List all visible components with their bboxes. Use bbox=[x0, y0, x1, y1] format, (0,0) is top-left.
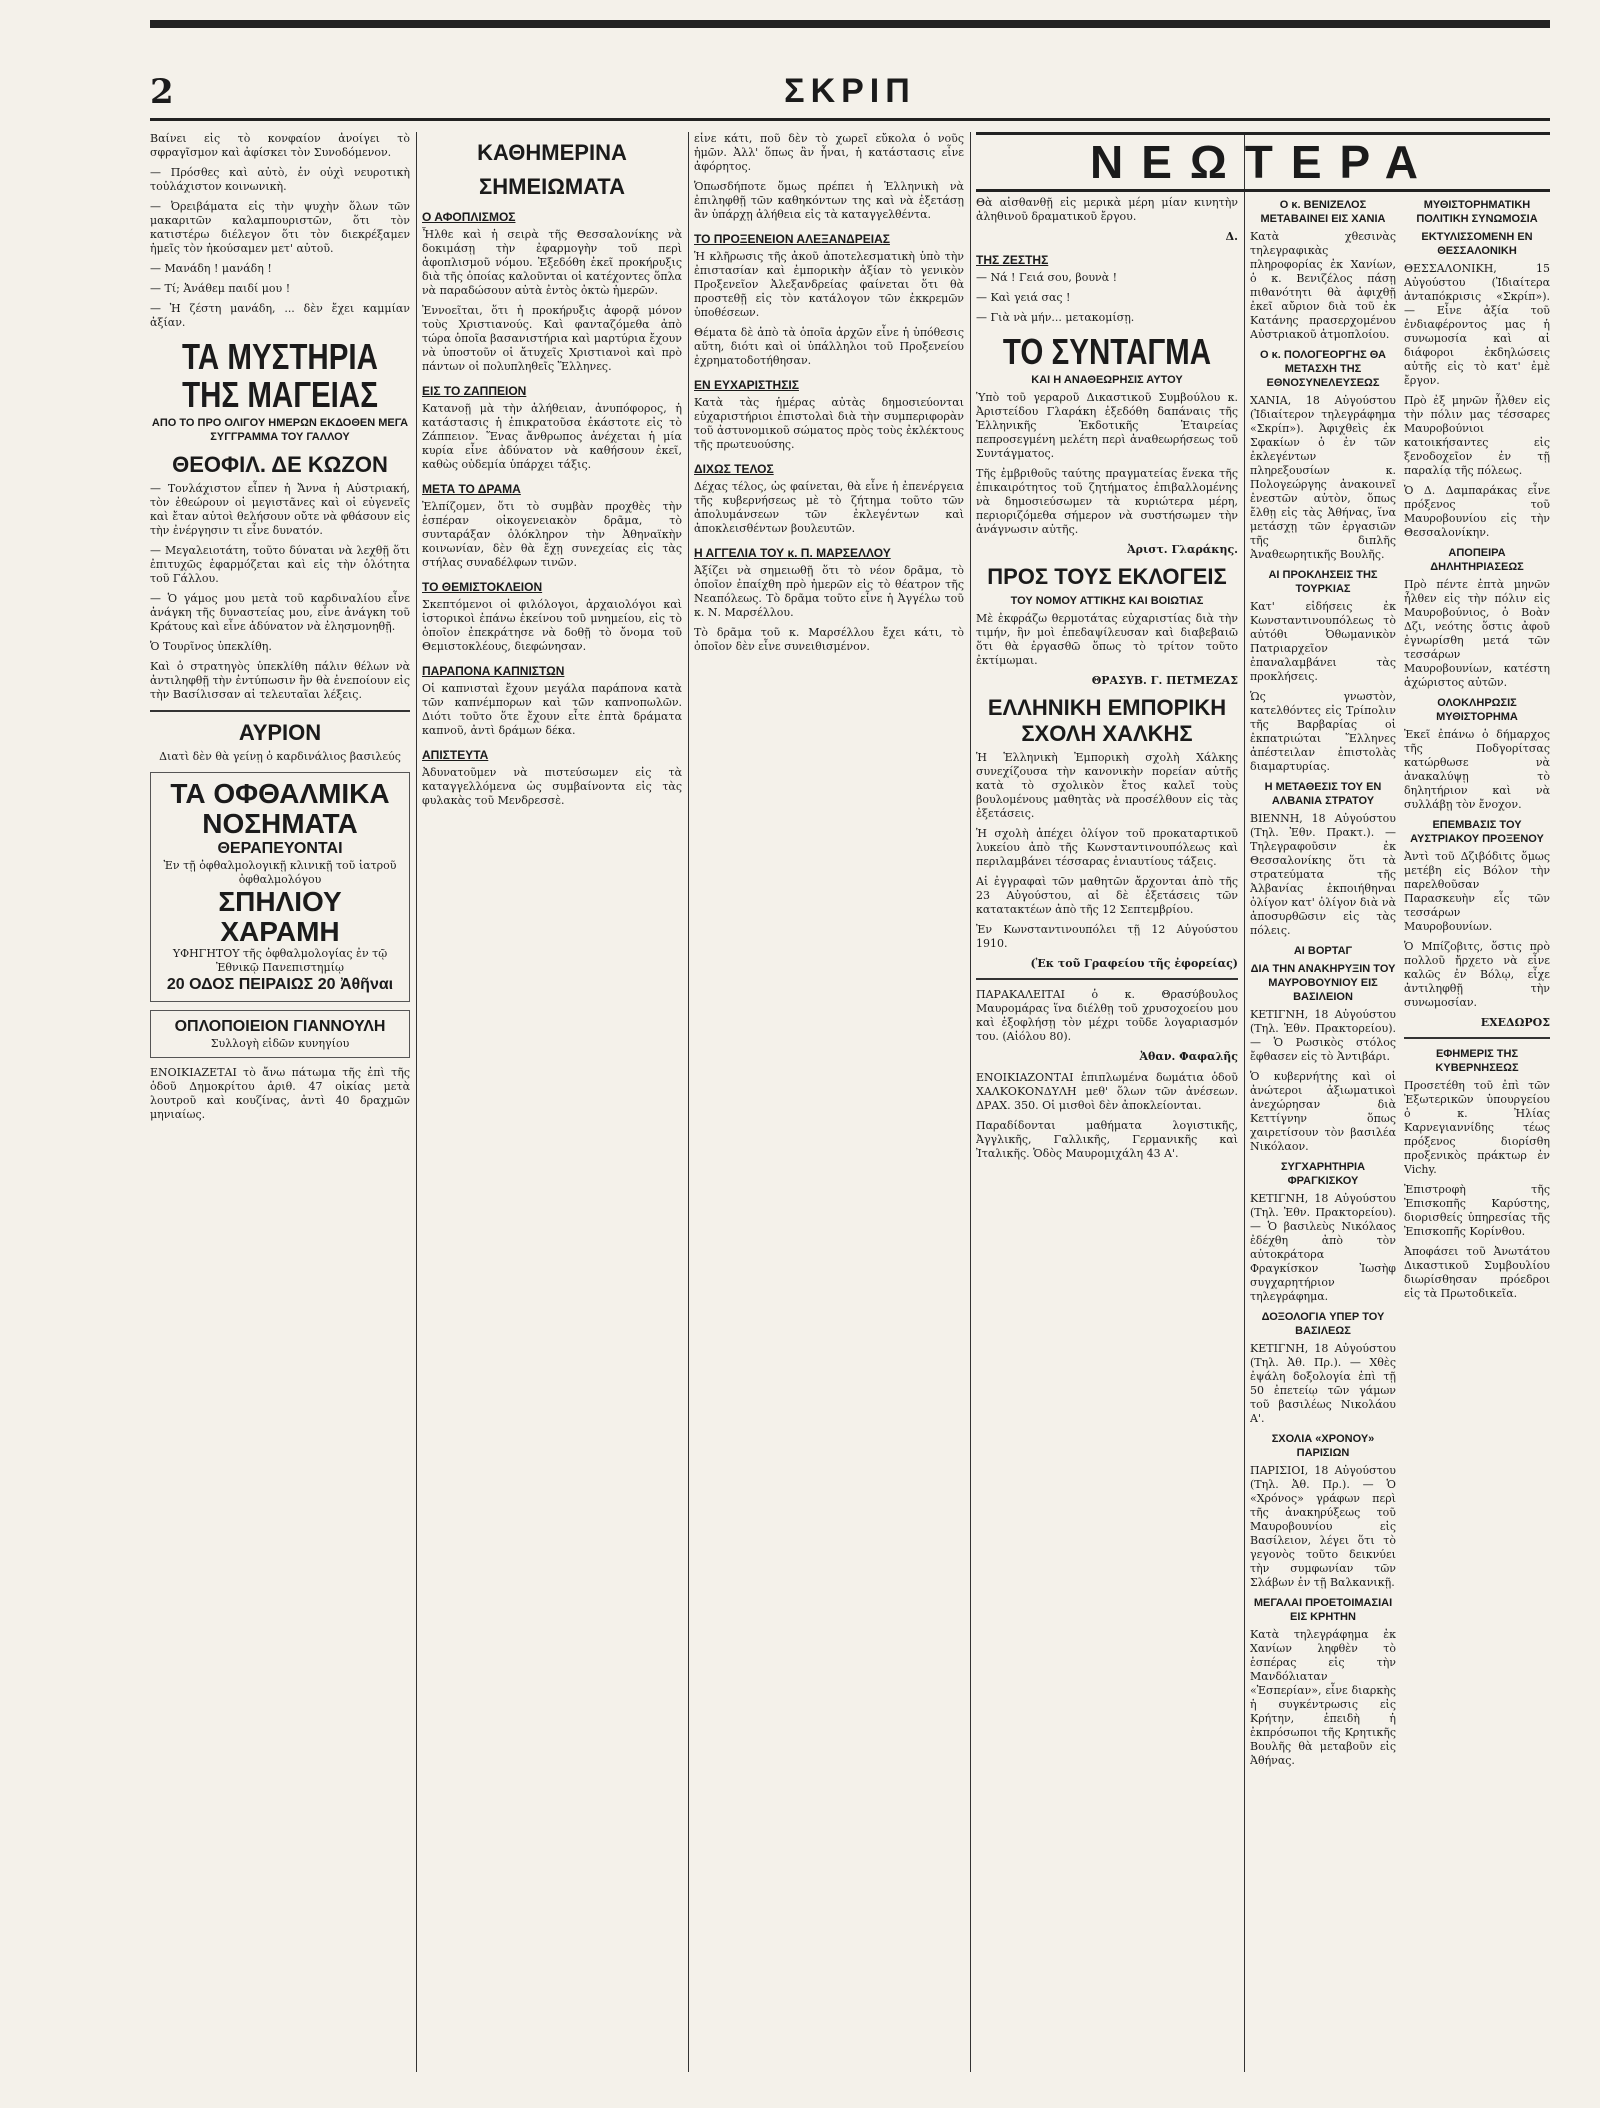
column-1 bbox=[150, 132, 410, 2072]
subheading: ΑΠΙΣΤΕΥΤΑ bbox=[422, 748, 489, 762]
column-rule bbox=[416, 132, 417, 2072]
paragraph: ΚΕΤΙΓΝΗ, 18 Αὐγούστου (Τηλ. Ἐθν. Πρακτορείου). — Ὁ Ρωσικὸς στόλος ἔφθασεν εἰς τὸ Ἀντιβάρι. bbox=[1250, 1008, 1396, 1063]
paragraph: Οἱ καπνισταὶ ἔχουν μεγάλα παράπονα κατὰ τῶν καπνέμπορων καὶ τῶν καπνοπωλῶν. Διότι τοῦτο ὅτε ἔχουν εἶτε ἐπτὰ δράματα καπνοῦ, ἀντὶ δράμων δέκα. bbox=[422, 682, 682, 737]
column-2 bbox=[422, 132, 682, 2072]
paragraph: Καὶ ὁ στρατηγὸς ὑπεκλίθη πάλιν θέλων νὰ ἀντιληφθῇ τὴν ἐντύπωσιν ἣν θὰ ἐνεποίουν εἰς τὴν Βασίλισσαν αἱ τελευταῖαι λέξεις. bbox=[150, 660, 410, 701]
paragraph: Ἀποφάσει τοῦ Ἀνωτάτου Δικαστικοῦ Συμβουλίου διωρίσθησαν πρόεδροι εἰς τὰ Πρωτοδικεῖα. bbox=[1404, 1245, 1550, 1300]
subheading: ΕΙΣ ΤΟ ΖΑΠΠΕΙΟΝ bbox=[422, 384, 527, 398]
headline: ΠΡΟΣ ΤΟΥΣ ΕΚΛΟΓΕΙΣ bbox=[987, 564, 1227, 589]
headline: ΑΙ ΠΡΟΚΛΗΣΕΙΣ ΤΗΣ ΤΟΥΡΚΙΑΣ bbox=[1268, 569, 1378, 595]
paragraph: Ἀξίζει νὰ σημειωθῇ ὅτι τὸ νέον δρᾶμα, τὸ ὁποῖον ἐπαίχθη πρὸ ἡμερῶν εἰς τὸ θέατρον τῆς Νεαπόλεως. Τὸ δρᾶμα τοῦτο εἶνε ἡ Ἀγγέλω τοῦ κ. Ν. Μαρσέλλου. bbox=[694, 564, 964, 619]
column-rule bbox=[970, 132, 971, 2072]
paragraph: ΚΕΤΙΓΝΗ, 18 Αὐγούστου (Τηλ. Ἐθν. Πρακτορείου). — Ὁ βασιλεὺς Νικόλαος ἐδέχθη ἀπὸ τὸν αὐτοκράτορα Φραγκίσκον Ἰωσὴφ συγχαρητήριον τηλεγράφημα. bbox=[1250, 1192, 1396, 1303]
headline-sub: ΕΚΤΥΛΙΣΣΟΜΕΝΗ ΕΝ ΘΕΣΣΑΛΟΝΙΚΗ bbox=[1421, 231, 1533, 257]
ad-role: ΥΦΗΓΗΤΟΥ τῆς ὀφθαλμολογίας ἐν τῷ Ἐθνικῷ Πανεπιστημίῳ bbox=[172, 947, 388, 974]
signature: Ἀριστ. Γλαράκης. bbox=[1127, 543, 1238, 556]
masthead: ΣΚΡΙΠ bbox=[784, 72, 916, 110]
ad-title: ΟΠΛΟΠΟΙΕΙΟΝ ΓΙΑΝΝΟΥΛΗ bbox=[174, 1018, 386, 1035]
subcolumn-left bbox=[1250, 196, 1396, 1774]
paragraph: Προσετέθη τοῦ ἐπὶ τῶν Ἐξωτερικῶν ὑπουργείου ὁ κ. Ἠλίας Καρνεγιαννίδης τέως πρόξενος διορίσθη προξενικὸς πράκτωρ ἐν Vichy. bbox=[1404, 1079, 1550, 1176]
ad-subtitle: ΘΕΡΑΠΕΥΟΝΤΑΙ bbox=[217, 840, 343, 857]
paragraph: Θέματα δὲ ἀπὸ τὰ ὁποῖα ἀρχῶν εἶνε ἡ ὑπόθεσις αὕτη, διότι καὶ οἱ ὑπάλληλοι τοῦ Προξενείου ἐχρηματοδοτήθησαν. bbox=[694, 326, 964, 367]
advertisement-ophthalmic bbox=[150, 772, 410, 1002]
paragraph: — Γιὰ νὰ μήν... μετακομίσῃ. bbox=[976, 311, 1135, 324]
paragraph: Ὁ Δ. Δαμπαράκας εἶνε πρόξενος τοῦ Μαυροβουνίου εἰς τὴν Θεσσαλονίκην. bbox=[1404, 484, 1550, 539]
paragraph: Κατὰ τηλεγράφημα ἐκ Χανίων ληφθὲν τὸ ἑσπέρας εἰς τὴν Μανδόλιαταν «Ἑσπερίαν», εἶνε διαρκὴς ἡ συγκέντρωσις εἰς Κρήτην, ἐπειδὴ ἡ ἐκπρόσωποι τῆς Κρητικῆς Βουλῆς θὰ μεταβοῦν εἰς Ἀθήνας. bbox=[1250, 1628, 1396, 1767]
headline: Ο κ. ΠΟΛΟΓΕΟΡΓΗΣ ΘΑ ΜΕΤΑΣΧΗ ΤΗΣ ΕΘΝΟΣΥΝΕΛΕΥΣΕΩΣ bbox=[1260, 349, 1386, 389]
page-number: 2 bbox=[150, 72, 174, 112]
paragraph: Κατὰ χθεσινὰς τηλεγραφικὰς πληροφορίας ἐκ Χανίων, ὁ κ. Βενιζέλος πάσῃ πιθανότητι θὰ ἀφιχθῇ ἐκεῖ αὔριον διὰ τοῦ ἐκ Κατάνης πρασερχομένου Αὐστριακοῦ ἀτμοπλοίου. bbox=[1250, 230, 1396, 341]
subheading: ΕΝ ΕΥΧΑΡΙΣΤΗΣΙΣ bbox=[694, 378, 799, 392]
story-author: ΘΕΟΦΙΛ. ΔΕ ΚΩΖΟΝ bbox=[172, 452, 388, 477]
divider bbox=[150, 710, 410, 712]
headline: ΤΟ ΣΥΝΤΑΓΜΑ bbox=[1002, 331, 1212, 372]
neotera-banner: ΝΕΩΤΕΡΑ bbox=[976, 132, 1550, 192]
paragraph: Ὡς γνωστὸν, κατελθόντες εἰς Τρίπολιν τῆς Βαρβαρίας οἱ ἐκπατριώται Ἕλληνες ἀπέστειλαν ἐπιστολὰς διαμαρτυρίας. bbox=[1250, 690, 1396, 773]
headline: ΣΧΟΛΙΑ «ΧΡΟΝΟΥ» ΠΑΡΙΣΙΩΝ bbox=[1271, 1433, 1375, 1459]
section-kathimerina: ΚΑΘΗΜΕΡΙΝΑ bbox=[477, 140, 627, 165]
top-border bbox=[150, 20, 1550, 28]
paragraph: Κατανοῇ μὰ τὴν ἀλήθειαν, ἀνυπόφορος, ἡ κατάστασις ἡ ἐπικρατοῦσα ἐκάστοτε εἰς τὸ Ζάππειον. Ἕνας ἄνθρωπος ἀνέχεται ἡ μία κυρία εἶνε ἀδύνατον νὰ καθήσουν ἐκεῖ, καθὼς οὐδεμία ὑπάρχει τάξις. bbox=[422, 402, 682, 471]
ad-title: ΤΑ ΟΦΘΑΛΜΙΚΑ ΝΟΣΗΜΑΤΑ bbox=[170, 778, 390, 839]
headline: Η ΜΕΤΑΘΕΣΙΣ ΤΟΥ ΕΝ ΑΛΒΑΝΙΑ ΣΤΡΑΤΟΥ bbox=[1264, 781, 1382, 807]
ad-name: ΣΠΗΛΙΟΥ ΧΑΡΑΜΗ bbox=[218, 886, 342, 947]
headline: ΕΠΕΜΒΑΣΙΣ ΤΟΥ ΑΥΣΤΡΙΑΚΟΥ ΠΡΟΞΕΝΟΥ bbox=[1410, 819, 1544, 845]
headline: ΑΠΟΠΕΙΡΑ ΔΗΛΗΤΗΡΙΑΣΕΩΣ bbox=[1430, 547, 1524, 573]
subheading: ΤΟ ΘΕΜΙΣΤΟΚΛΕΙΟΝ bbox=[422, 580, 543, 594]
paragraph: Τὸ δρᾶμα τοῦ κ. Μαρσέλλου ἔχει κάτι, τὸ ὁποῖον δὲν εἶνε συνειθισμένον. bbox=[694, 626, 964, 653]
headline: ΜΕΓΑΛΑΙ ΠΡΟΕΤΟΙΜΑΣΙΑΙ ΕΙΣ ΚΡΗΤΗΝ bbox=[1253, 1597, 1393, 1623]
paragraph: Ὑπὸ τοῦ γεραροῦ Δικαστικοῦ Συμβούλου κ. Ἀριστείδου Γλαράκη ἐξεδόθη δαπάναις τῆς Ἑλληνικῆς Ἐκδοτικῆς Ἑταιρείας πεπροσεγμένη μελέτη περὶ ἀναθεωρήσεως τοῦ Συντάγματος. bbox=[976, 391, 1238, 460]
headline-sub: ΤΟΥ ΝΟΜΟΥ ΑΤΤΙΚΗΣ ΚΑΙ ΒΟΙΩΤΙΑΣ bbox=[1010, 595, 1204, 607]
subcolumn-right bbox=[1404, 196, 1550, 1774]
paragraph: — Ὁ γάμος μου μετὰ τοῦ καρδιναλίου εἶνε ἀνάγκη τῆς δυναστείας μου, εἶνε ἀνάγκη τοῦ Κράτους καὶ εἶνε ἀδύνατον νὰ ἐλησμονηθῇ. bbox=[150, 592, 410, 633]
paragraph: — Πρόσθες καὶ αὐτὸ, ἐν οὐχὶ νευροτικὴ τοὐλάχιστον κοινωνικὴ. bbox=[150, 166, 410, 193]
paragraph: Ἐπιστροφὴ τῆς Ἐπισκοπῆς Καρύστης, διορισθείς ὑπηρεσίας τῆς Ἐπισκοπῆς Κορίνθου. bbox=[1404, 1183, 1550, 1238]
paragraph: Πρὸ ἐξ μηνῶν ἦλθεν εἰς τὴν πόλιν μας τέσσαρες Μαυροβούνιοι κατοικήσαντες εἰς ξενοδοχεῖον ἐν τῇ παραλίᾳ τῆς πόλεως. bbox=[1404, 394, 1550, 477]
page-header bbox=[150, 72, 1550, 121]
ad-subtitle: Συλλογὴ εἰδῶν κυνηγίου bbox=[210, 1037, 350, 1050]
paragraph: — Ἡ ζέστη μανάδη, ... δὲν ἔχει καμμίαν ἀξίαν. bbox=[150, 302, 410, 329]
subheading: ΔΙΧΩΣ ΤΕΛΟΣ bbox=[694, 462, 774, 476]
paragraph: Ὁ κυβερνήτης καὶ οἱ ἀνώτεροι ἀξιωματικοὶ ἀνεχώρησαν διὰ Κεττίγνην ὅπως χαιρετίσουν τὸν βασιλέα Νικόλαον. bbox=[1250, 1070, 1396, 1153]
column-rule bbox=[688, 132, 689, 2072]
paragraph: Ἀδυνατοῦμεν νὰ πιστεύσωμεν εἰς τὰ καταγγελλόμενα ὡς συμβαίνοντα εἰς τὰς φυλακὰς τοῦ Μενδρεσσὲ. bbox=[422, 766, 682, 807]
avrion-title: ΑΥΡΙΟΝ bbox=[238, 720, 322, 745]
paragraph: Ὁ Τουρῖνος ὑπεκλίθη. bbox=[150, 640, 272, 653]
headline: Ο κ. ΒΕΝΙΖΕΛΟΣ ΜΕΤΑΒΑΙΝΕΙ ΕΙΣ ΧΑΝΙΑ bbox=[1260, 199, 1386, 225]
signature: ΘΡΑΣΥΒ. Γ. ΠΕΤΜΕΖΑΣ bbox=[1091, 674, 1238, 687]
paragraph: Θὰ αἰσθανθῇ εἰς μερικὰ μέρη μίαν κινητὴν ἀληθινοῦ δραματικοῦ ἔργου. bbox=[976, 196, 1238, 223]
headline: ΕΦΗΜΕΡΙΣ ΤΗΣ ΚΥΒΕΡΝΗΣΕΩΣ bbox=[1435, 1048, 1519, 1074]
paragraph: — Νά ! Γειά σου, βουνὰ ! bbox=[976, 271, 1118, 284]
divider bbox=[976, 978, 1238, 980]
headline: ΕΛΛΗΝΙΚΗ ΕΜΠΟΡΙΚΗ ΣΧΟΛΗ ΧΑΛΚΗΣ bbox=[987, 695, 1227, 746]
newspaper-page bbox=[150, 20, 1550, 2080]
story-subtitle: ΑΠΟ ΤΟ ΠΡΟ ΟΛΙΓΟΥ ΗΜΕΡΩΝ ΕΚΔΟΘΕΝ ΜΕΓΑ ΣΥΓΓΡΑΜΜΑ ΤΟΥ ΓΑΛΛΟΥ bbox=[151, 417, 409, 443]
paragraph: Σκεπτόμενοι οἱ φιλόλογοι, ἀρχαιολόγοι καὶ ἱστορικοὶ ἐπάνω ἐκείνου τοῦ μνημείου, εἰς τὸ ὁποῖον ἐπεκράτησε νὰ δοθῇ τὸ ὄνομα τοῦ Θεμιστοκλέους, διεφώνησαν. bbox=[422, 598, 682, 653]
subheading: ΜΕΤΑ ΤΟ ΔΡΑΜΑ bbox=[422, 482, 521, 496]
headline: ΑΙ ΒΟΡΤΑΓ bbox=[1293, 945, 1353, 957]
subheading: ΤΗΣ ΖΕΣΤΗΣ bbox=[976, 253, 1049, 267]
signature: (Ἐκ τοῦ Γραφείου τῆς ἐφορείας) bbox=[1030, 957, 1238, 970]
paragraph: — Καὶ γειά σας ! bbox=[976, 291, 1071, 304]
paragraph: — Ὀρειβάματα εἰς τὴν ψυχὴν ὅλων τῶν μακαριτῶν καλαμπουριστῶν, ὅτι τὸν κατιστέρω διέλεγον ὅτι τὸν διεκρέξαμεν ἡμεῖς τὸν ἠκούσαμεν μετ' αὐτοῦ. bbox=[150, 200, 410, 255]
headline: ΟΛΟΚΛΗΡΩΣΙΣ ΜΥΘΙΣΤΟΡΗΜΑ bbox=[1436, 697, 1518, 723]
paragraph: Ἦλθε καὶ ἡ σειρὰ τῆς Θεσσαλονίκης νὰ δοκιμάσῃ τὴν ἐφαρμογὴν τοῦ περὶ ἀφοπλισμοῦ νόμου. Ἐξεδόθη ἐκεῖ προκήρυξις διὰ τῆς ὁποίας καλοῦνται οἱ κατέχοντες ὅπλα νὰ παραδώσουν αὐτὰ ἐντὸς ὀκτὼ ἡμερῶν. bbox=[422, 228, 682, 297]
signature: Ἀθαν. Φαφαλῆς bbox=[1139, 1050, 1238, 1063]
paragraph: Ὁ Μπίζοβιτς, ὅστις πρὸ πολλοῦ ἤρχετο νὰ εἶνε καλῶς ἐν Βόλῳ, εἶχε ἀντιληφθῇ τὴν συνωμοσίαν. bbox=[1404, 940, 1550, 1009]
paragraph: Ἡ κλῆρωσις τῆς ἀκοῦ ἀποτελεσματικὴ ὑπὸ τὴν ἐπιστασίαν καὶ ἐμπορικὴν ἀξίαν τὸ γενικὸν Προξενεῖον Ἀλεξανδρείας φαίνεται ὅτι θὰ προστεθῇ εἰς τὸν κατάλογον τῶν ἐκκρεμῶν ὑποθέσεων. bbox=[694, 250, 964, 319]
column-4 bbox=[976, 132, 1238, 2072]
paragraph: Τῆς ἐμβριθοῦς ταύτης πραγματείας ἕνεκα τῆς ἐπικαιρότητος τοῦ ζητήματος ἐπιβαλλομένης νὰ δημοσιεύσωμεν τὰ κυριώτερα μέρη, περιοριζόμεθα σήμερον νὰ συστήσωμεν τὴν ἀνάγνωσιν αὐτῆς. bbox=[976, 467, 1238, 536]
column-5 bbox=[1250, 132, 1550, 2072]
headline: ΜΥΘΙΣΤΟΡΗΜΑΤΙΚΗ ΠΟΛΙΤΙΚΗ ΣΥΝΩΜΟΣΙΑ bbox=[1416, 199, 1538, 225]
paragraph: — Τονλάχιστον εἶπεν ἡ Ἄννα ἡ Αὐστριακή, τὸν ἐθεώρουν οἱ μεγιστᾶνες καὶ οἱ εὐγενεῖς καὶ ἔταν αὐτοὶ θελήσουν οὔτε νὰ φθάσουν εἰς τὴν ἐνέργησιν τι εἶνε δυνατόν. bbox=[150, 482, 410, 537]
paragraph: ΘΕΣΣΑΛΟΝΙΚΗ, 15 Αὐγούστου (Ἰδιαίτερα ἀνταπόκρισις «Σκρίπ»). — Εἶνε ἀξία τοῦ ἐνδιαφέροντος μας ἡ συνωμοσία καὶ αἱ διάφοροι ἐκδηλώσεις αὐτῆς εἰς τὸ κατ' ἐμὲ ἔργον. bbox=[1404, 262, 1550, 387]
paragraph: — Μεγαλειοτάτη, τοῦτο δύναται νὰ λεχθῇ ὅτι ἐπιτυχῶς ἐφαρμόζεται καὶ εἰς τὴν ὁλότητα τοῦ Γάλλου. bbox=[150, 544, 410, 585]
subheading: Ο ΑΦΟΠΛΙΣΜΟΣ bbox=[422, 210, 516, 224]
paragraph: Διατὶ δὲν θὰ γείνῃ ὁ καρδινάλιος βασιλεύς bbox=[159, 750, 401, 763]
classified-ad: ΕΝΟΙΚΙΑΖΕΤΑΙ τὸ ἄνω πάτωμα τῆς ἐπὶ τῆς ὁδοῦ Δημοκρίτου ἀριθ. 47 οἰκίας μετὰ λουτροῦ καὶ κουζίνας, ἀντὶ 40 δραχμῶν μηνιαίως. bbox=[150, 1066, 410, 1121]
subheading: Η ΑΓΓΕΛΙΑ ΤΟΥ κ. Π. ΜΑΡΣΕΛΛΟΥ bbox=[694, 546, 891, 560]
ad-address: 20 ΟΔΟΣ ΠΕΙΡΑΙΩΣ 20 Ἀθῆναι bbox=[166, 976, 394, 993]
paragraph: Αἱ ἐγγραφαὶ τῶν μαθητῶν ἄρχονται ἀπὸ τῆς 23 Αὐγούστου, αἱ δὲ ἐξετάσεις τῶν κατατακτέων ἀπὸ τῆς 12 Σεπτεμβρίου. bbox=[976, 875, 1238, 916]
paragraph: — Τί; Ἀνάθεμ παιδί μου ! bbox=[150, 282, 291, 295]
classified-ad: ΠΑΡΑΚΑΛΕΙΤΑΙ ὁ κ. Θρασύβουλος Μαυρομάρας ἵνα διέλθῃ τοῦ χρυσοχοείου μου καὶ ἐξοφλήσῃ τὸν μέχρι τοῦδε λογαριασμόν του. (Αἰόλου 80). bbox=[976, 988, 1238, 1043]
signature: ΕΧΕΔΩΡΟΣ bbox=[1480, 1016, 1550, 1029]
paragraph: Πρὸ πέντε ἐπτὰ μηνῶν ἦλθεν εἰς τὴν πόλιν εἰς Μαυροβούνιος, ὁ Βοὰν Δζι, νεότης ὅστις ἀφοῦ ἐγνωρίσθη μετά τῶν τεσσάρων Μαυροβουνίων, κατέστη ἀχώριστος αὐτῶν. bbox=[1404, 578, 1550, 689]
section-simeiomata: ΣΗΜΕΙΩΜΑΤΑ bbox=[479, 174, 625, 199]
paragraph: Ὁπωσδήποτε ὅμως πρέπει ἡ Ἑλληνικὴ νὰ ἐπιληφθῇ τῶν καθηκόντων της καὶ νὰ ἐξετάσῃ ἂν ὑπάρχῃ ἀλήθεια εἰς τὰ καταγγελθέντα. bbox=[694, 180, 964, 221]
subheading: ΠΑΡΑΠΟΝΑ ΚΑΠΝΙΣΤΩΝ bbox=[422, 664, 565, 678]
column-rule bbox=[1244, 132, 1245, 2072]
paragraph: — Μανάδη ! μανάδη ! bbox=[150, 262, 272, 275]
divider bbox=[1404, 1037, 1550, 1039]
headline: ΣΥΓΧΑΡΗΤΗΡΙΑ ΦΡΑΓΚΙΣΚΟΥ bbox=[1280, 1161, 1366, 1187]
paragraph: εἶνε κάτι, ποῦ δὲν τὸ χωρεῖ εὔκολα ὁ νοῦς ἡμῶν. Ἀλλ' ὅπως ἂν ἦναι, ἡ κατάστασις εἶνε ἀφόρητος. bbox=[694, 132, 964, 173]
paragraph: ΒΙΕΝΝΗ, 18 Αὐγούστου (Τηλ. Ἐθν. Πρακτ.). — Τηλεγραφοῦσιν ἐκ Θεσσαλονίκης ὅτι τὰ στρατεύματα τῆς Ἀλβανίας ἐκποιήθηναι ὀλίγον κατ' ὀλίγον διὰ νὰ ἀποσυρθῶσιν εἰς τὰς πόλεις. bbox=[1250, 812, 1396, 937]
story-headline: ΤΑ ΜΥΣΤΗΡΙΑ ΤΗΣ ΜΑΓΕΙΑΣ bbox=[182, 336, 378, 415]
dateline: Ἐν Κωνσταντινουπόλει τῇ 12 Αὐγούστου 1910. bbox=[976, 923, 1238, 950]
subheading: ΤΟ ΠΡΟΞΕΝΕΙΟΝ ΑΛΕΞΑΝΔΡΕΙΑΣ bbox=[694, 232, 890, 246]
ad-text: Ἐν τῇ ὀφθαλμολογικῇ κλινικῇ τοῦ ἰατροῦ ὀφθαλμολόγου bbox=[163, 859, 397, 886]
headline-sub: ΔΙΑ ΤΗΝ ΑΝΑΚΗΡΥΞΙΝ ΤΟΥ ΜΑΥΡΟΒΟΥΝΙΟΥ ΕΙΣ ΒΑΣΙΛΕΙΟΝ bbox=[1250, 963, 1396, 1003]
headline: ΔΟΞΟΛΟΓΙΑ ΥΠΕΡ ΤΟΥ ΒΑΣΙΛΕΩΣ bbox=[1261, 1311, 1385, 1337]
paragraph: ΠΑΡΙΣΙΟΙ, 18 Αὐγούστου (Τηλ. Ἀθ. Πρ.). — Ὁ «Χρόνος» γράφων περὶ τῆς ἀνακηρύξεως τοῦ Μαυροβουνίου εἰς Βασίλειον, λέγει ὅτι τὸ γεγονὸς τοῦτο δεικνύει τὴν συμφωνίαν τῶν Σλάβων ἐν τῇ Βαλκανικῇ. bbox=[1250, 1464, 1396, 1589]
paragraph: Ἡ σχολὴ ἀπέχει ὀλίγον τοῦ προκαταρτικοῦ λυκείου ἀπὸ τῆς Κωνσταντινουπόλεως καὶ περιλαμβάνει τέσσαρας ἐνιαυτίους τάξεις. bbox=[976, 827, 1238, 868]
paragraph: ΚΕΤΙΓΝΗ, 18 Αὐγούστου (Τηλ. Ἀθ. Πρ.). — Χθὲς ἐψάλη δοξολογία ἐπὶ τῇ 50 ἐπετείῳ τῶν γάμων τοῦ βασιλέως Νικολάου Α'. bbox=[1250, 1342, 1396, 1425]
paragraph: Ἡ Ἑλληνικὴ Ἐμπορικὴ σχολὴ Χάλκης συνεχίζουσα τὴν κανονικὴν πορείαν αὐτῆς κατὰ τὸ σχολικὸν ἔτος καλεῖ τοὺς βουλομένους μαθητὰς νὰ προσέλθουν εἰς τὰς ἐξετάσεις. bbox=[976, 751, 1238, 820]
paragraph: Ἐννοεῖται, ὅτι ἡ προκήρυξις ἀφορᾷ μόνον τοὺς Χριστιανούς. Καὶ φανταζόμεθα ἀπὸ τώρα ὁποῖα βασανιστήρια καὶ μαρτύρια ἔχουν νὰ ὑποστοῦν οἱ ἄτυχεῖς Χριστιανοὶ καὶ πρὸ πάντων οἱ πολυπληθεῖς Ἕλληνες. bbox=[422, 304, 682, 373]
classified-ad: Παραδίδονται μαθήματα λογιστικῆς, Ἀγγλικῆς, Γαλλικῆς, Γερμανικῆς καὶ Ἰταλικῆς. Ὁδὸς Μαυρομιχάλη 43 Α'. bbox=[976, 1119, 1238, 1160]
classified-ad: ΕΝΟΙΚΙΑΖΟΝΤΑΙ ἐπιπλωμένα δωμάτια ὁδοῦ ΧΑΛΚΟΚΟΝΔΥΛΗ μεθ' ὅλων τῶν ἀνέσεων. ΔΡΑΧ. 350. Οἱ μισθοὶ δὲν ἀποκλείονται. bbox=[976, 1071, 1238, 1112]
signature: Δ. bbox=[1225, 230, 1238, 243]
headline-sub: ΚΑΙ Η ΑΝΑΘΕΩΡΗΣΙΣ ΑΥΤΟΥ bbox=[1031, 374, 1183, 386]
paragraph: Βαίνει εἰς τὸ κονφαίον ἀνοίγει τὸ σφραγῖσμον καὶ ἀφίσκει τὸν Συνοδόμενον. bbox=[150, 132, 410, 159]
paragraph: Δέχας τέλος, ὡς φαίνεται, θὰ εἶνε ἡ ἐπενέργεια τῆς κυβερνήσεως μὲ τὸ ζήτημα τοῦτο τῶν ἀπολυμάνσεων τῶν ἐκλεγέντων καὶ ἀποκλεισθέντων βουλευτῶν. bbox=[694, 480, 964, 535]
paragraph: Ἐκεῖ ἐπάνω ὁ δήμαρχος τῆς Ποδγορίτσας κατώρθωσε νὰ ἀνακαλύψῃ τὸ δηλητήριον καὶ νὰ συλλάβῃ τὸν ἔνοχον. bbox=[1404, 728, 1550, 811]
column-3 bbox=[694, 132, 964, 2072]
paragraph: Ἀντὶ τοῦ Δζιβόδιτς ὅμως μετέβη εἰς Βόλον τὴν παρελθοῦσαν Παρασκευὴν εἷς τῶν τεσσάρων Μαυροβουνίων. bbox=[1404, 850, 1550, 933]
paragraph: ΧΑΝΙΑ, 18 Αὐγούστου (Ἰδιαίτερον τηλεγράφημα «Σκρίπ»). Ἀφιχθεὶς ἐκ Σφακίων ὁ ἐν τῶν ἐκλεγέντων πληρεξουσίων κ. Πολογεώργης ἀνακοινεῖ ἐνεστῶν αὐτὸν, ὅπως ἔλθῃ εἰς τὰς Ἀθήνας, ἵνα μετάσχῃ τῶν ἐργασιῶν τῆς διπλῆς Ἀναθεωρητικῆς Βουλῆς. bbox=[1250, 394, 1396, 561]
paragraph: Κατ' εἰδήσεις ἐκ Κωνσταντινουπόλεως τὸ αὐτόθι Ὀθωμανικὸν Πατριαρχεῖον ἐπαναλαμβάνει τὰς προκλήσεις. bbox=[1250, 600, 1396, 683]
advertisement-gunsmith bbox=[150, 1010, 410, 1058]
paragraph: Μὲ ἐκφράζω θερμοτάτας εὐχαριστίας διὰ τὴν τιμήν, ἣν μοὶ ἐπεδαψίλευσαν καὶ διαβεβαιῶ ὅτι θὰ ἐργασθῶ ὅπως τὸ τρίτον τοῦτο ἐκτίμωμαι. bbox=[976, 612, 1238, 667]
paragraph: Κατὰ τὰς ἡμέρας αὐτὰς δημοσιεύονται εὐχαριστήριοι ἐπιστολαὶ διὰ τὴν συμπεριφορὰν τοῦ ἀστυνομικοῦ σώματος πρὸς τοὺς ἐκλέκτους τῆς πρωτευούσης. bbox=[694, 396, 964, 451]
paragraph: Ἐλπίζομεν, ὅτι τὸ συμβὰν προχθὲς τὴν ἑσπέραν οἰκογενειακὸν δρᾶμα, τὸ συνταράξαν ὁλόκληρον τὴν Ἀθηναϊκὴν κοινωνίαν, δὲν θὰ ἔχῃ συνεχείας εἰς τὰς στήλας συναδέλφων τινῶν. bbox=[422, 500, 682, 569]
